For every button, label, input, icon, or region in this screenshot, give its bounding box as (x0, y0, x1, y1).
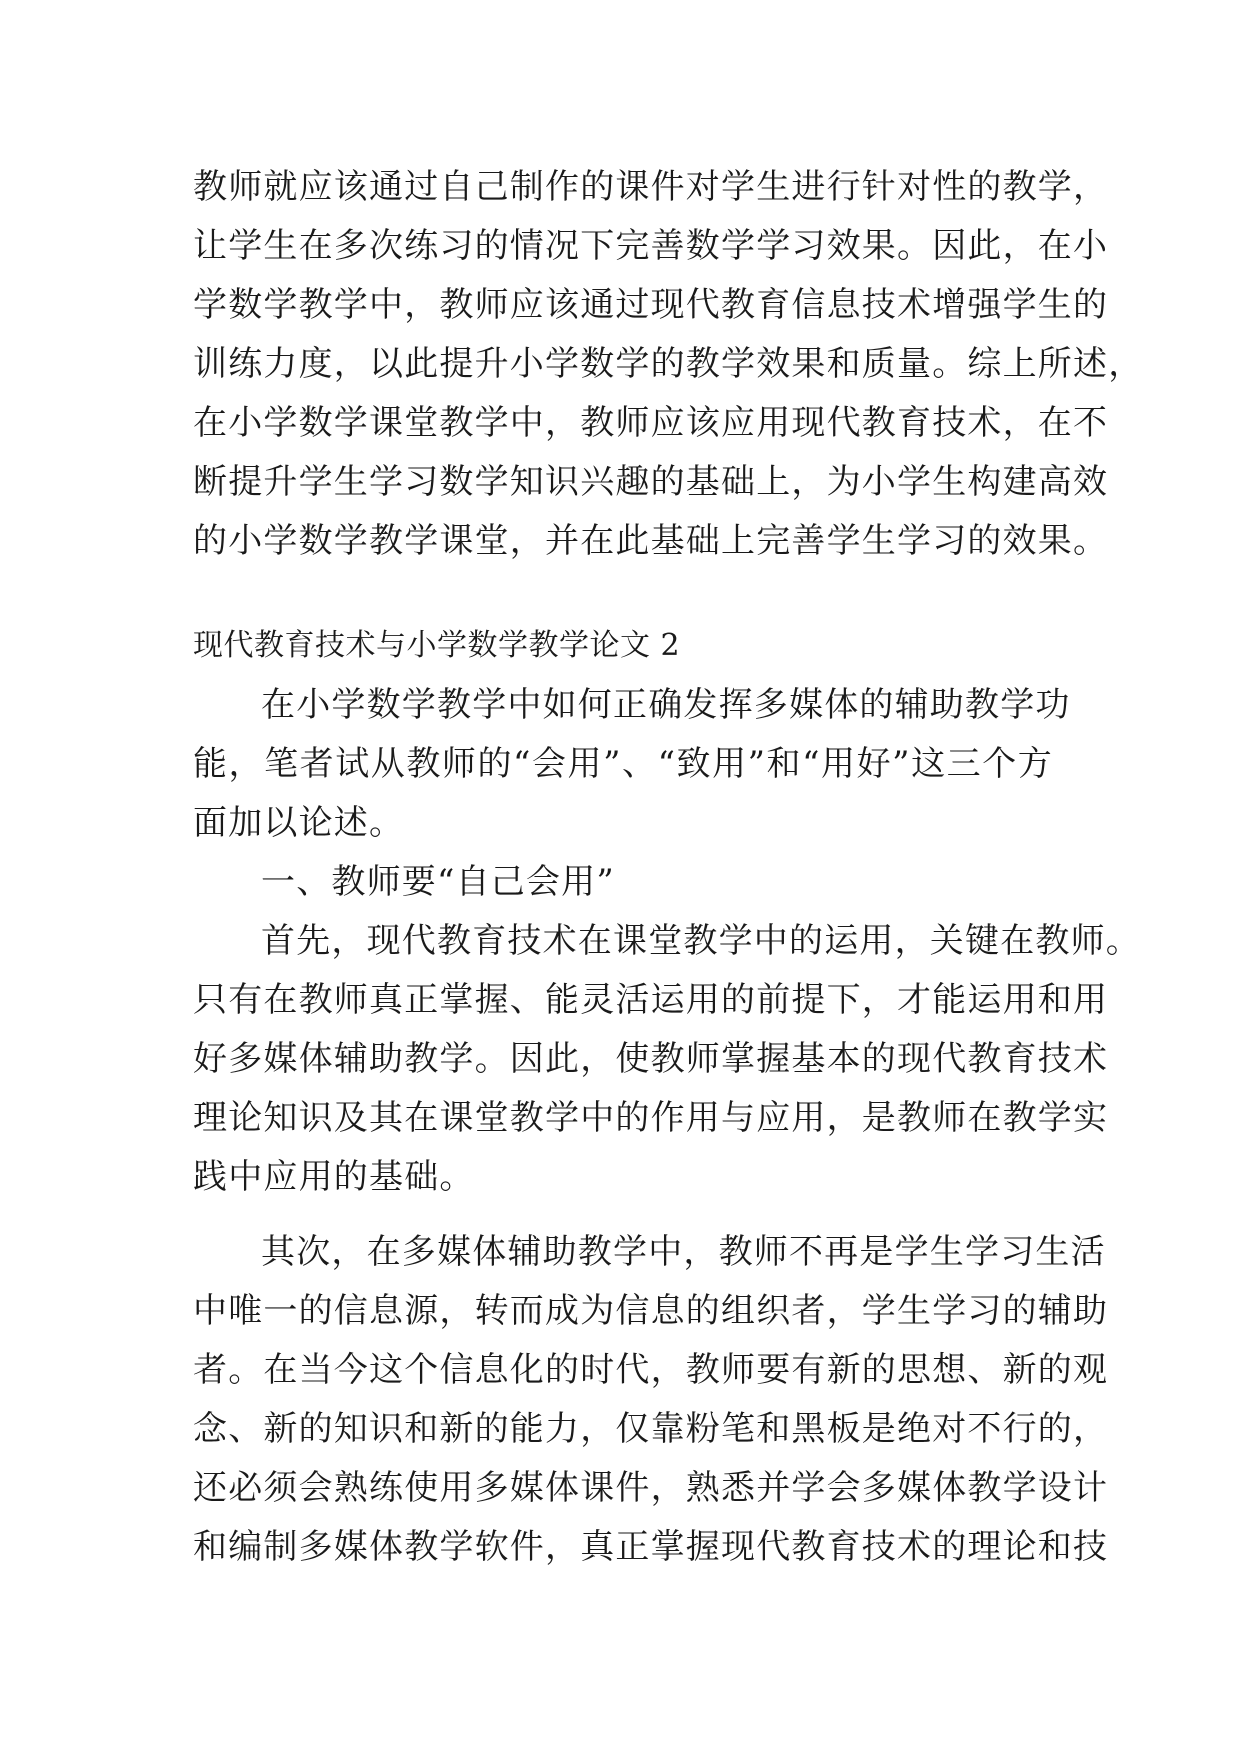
paragraph-line: 能，笔者试从教师的“会用”、“致用”和“用好”这三个方 (193, 744, 1053, 784)
paragraph-line: 学数学教学中，教师应该通过现代教育信息技术增强学生的 (193, 285, 1109, 325)
paragraph-line: 其次，在多媒体辅助教学中，教师不再是学生学习生活 (261, 1232, 1106, 1272)
paragraph-line: 首先，现代教育技术在课堂教学中的运用，关键在教师。 (261, 921, 1141, 961)
paragraph-line: 还必须会熟练使用多媒体课件，熟悉并学会多媒体教学设计 (193, 1468, 1109, 1508)
paragraph-line: 好多媒体辅助教学。因此，使教师掌握基本的现代教育技术 (193, 1039, 1109, 1079)
paragraph-line: 念、新的知识和新的能力，仅靠粉笔和黑板是绝对不行的， (193, 1409, 1109, 1449)
paragraph-line: 面加以论述。 (193, 803, 405, 843)
paragraph-line: 在小学数学教学中如何正确发挥多媒体的辅助教学功 (261, 685, 1071, 725)
paragraph-line: 只有在教师真正掌握、能灵活运用的前提下，才能运用和用 (193, 980, 1109, 1020)
paragraph-line: 者。在当今这个信息化的时代，教师要有新的思想、新的观 (193, 1350, 1109, 1390)
paragraph-line: 让学生在多次练习的情况下完善数学学习效果。因此，在小 (193, 226, 1109, 266)
paragraph-line: 训练力度，以此提升小学数学的教学效果和质量。综上所述， (193, 344, 1144, 384)
paragraph-line: 和编制多媒体教学软件，真正掌握现代教育技术的理论和技 (193, 1527, 1109, 1567)
paragraph-line: 在小学数学课堂教学中，教师应该应用现代教育技术，在不 (193, 403, 1109, 443)
paragraph-line: 的小学数学教学课堂，并在此基础上完善学生学习的效果。 (193, 521, 1109, 561)
paragraph-line: 理论知识及其在课堂教学中的作用与应用，是教师在教学实 (193, 1098, 1109, 1138)
paragraph-line: 中唯一的信息源，转而成为信息的组织者，学生学习的辅助 (193, 1291, 1109, 1331)
paragraph-line: 教师就应该通过自己制作的课件对学生进行针对性的教学， (193, 167, 1109, 207)
subheading: 一、教师要“自己会用” (261, 862, 615, 902)
paragraph-line: 断提升学生学习数学知识兴趣的基础上，为小学生构建高效 (193, 462, 1109, 502)
section-title: 现代教育技术与小学数学教学论文 2 (193, 628, 681, 663)
paragraph-line: 践中应用的基础。 (193, 1157, 475, 1197)
